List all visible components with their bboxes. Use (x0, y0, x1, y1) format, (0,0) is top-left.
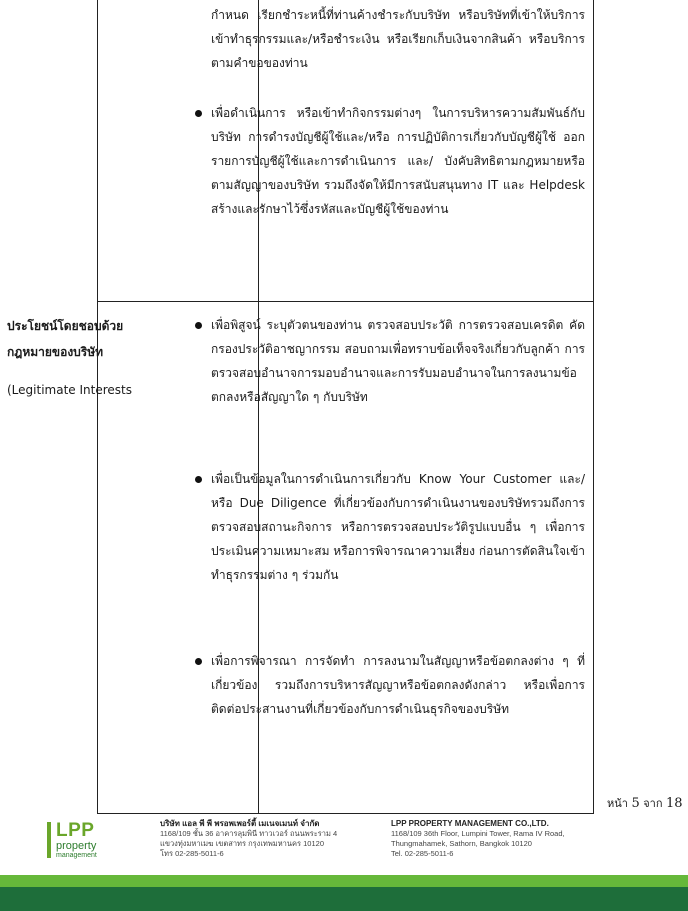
row-divider (98, 301, 593, 302)
footer-band-dark (0, 887, 688, 911)
list-item (211, 101, 585, 221)
continuation-text: กำหนด เรียกชำระหนี้ที่ท่านค้างชำระกับบริษัท หรือบริษัทที่เข้าให้บริการ เข้าทำธุรกรรมและ/หรือชำระเงิน หรือเรียกเก็บเงินจากสินค้า หรือบริการตามคำขอของท่าน (211, 8, 585, 70)
bullet-icon (195, 110, 202, 117)
logo-bar (47, 822, 51, 858)
address-line: 1168/109 ชั้น 36 อาคารลุมพินี ทาวเวอร์ ถนนพระราม 4 (160, 829, 338, 838)
company-name-thai: บริษัท แอล พี พี พรอพเพอร์ตี้ เมเนจเมนท์ จำกัด (160, 819, 320, 828)
list-item (195, 649, 585, 721)
list-item-text: เพื่อดำเนินการ หรือเข้าทำกิจกรรมต่างๆ ในการบริหารความสัมพันธ์กับบริษัท การดำรงบัญชีผู้ใช้และ/หรือ การปฏิบัติการเกี่ยวกับบัญชีผู้ใช้ ออกรายการบัญชีผู้ใช้และการดำเนินการ และ/ บังคับสิทธิตามกฎหมายหรือตามสัญญาของบริษัท รวมถึงจัดให้มีการสนับสนุนทาง IT และ Helpdesk สร้างและรักษาไว้ซึ่งรหัสและบัญชีผู้ใช้ของท่าน (211, 106, 585, 216)
page-number-prefix: หน้า (607, 797, 628, 810)
list-item (195, 313, 585, 409)
page-number-current: 5 (631, 796, 640, 811)
footer-band-light (0, 875, 688, 887)
phone-line: Tel. 02-285-5011-6 (391, 849, 454, 858)
list-item (195, 467, 585, 587)
bullet-icon (195, 476, 202, 483)
company-logo (47, 820, 117, 862)
list-item-text: เพื่อพิสูจน์ ระบุตัวตนของท่าน ตรวจสอบประวัติ การตรวจสอบเครดิต คัดกรองประวัติอาชญากรรม สอบถามเพื่อทราบข้อเท็จจริงเกี่ยวกับลูกค้า การตรวจสอบอำนาจการมอบอำนาจและการรับมอบอำนาจในการลงนามข้อตกลงหรือสัญญาใด ๆ กับบริษัท (211, 318, 585, 404)
page-number-sep: จาก (643, 797, 663, 810)
logo-text-management: management (56, 852, 97, 859)
list-item-text: เพื่อการพิจารณา การจัดทำ การลงนามในสัญญาหรือข้อตกลงต่าง ๆ ที่เกี่ยวข้อง รวมถึงการบริหารสัญญาหรือข้อตกลงดังกล่าว หรือเพื่อการติดต่อประสานงานที่เกี่ยวข้องกับการดำเนินธุรกิจของบริษัท (211, 654, 585, 716)
page-number (607, 794, 683, 812)
footer-address-thai (160, 819, 380, 859)
footer-address-english (391, 819, 621, 859)
address-line: 1168/109 36th Floor, Lumpini Tower, Rama IV Road, (391, 829, 565, 838)
company-name-english: LPP PROPERTY MANAGEMENT CO.,LTD. (391, 819, 549, 828)
logo-text-property: property (56, 840, 97, 852)
lawful-basis-cell (7, 313, 157, 403)
lawful-basis-title-line2: กฎหมายของบริษัท (7, 345, 104, 359)
lawful-basis-english: (Legitimate Interests (7, 383, 132, 397)
bullet-icon (195, 658, 202, 665)
address-line: Thungmahamek, Sathorn, Bangkok 10120 (391, 839, 532, 848)
page-number-total: 18 (666, 796, 683, 811)
logo-text-lpp: LPP (56, 820, 95, 841)
address-line: แขวงทุ่งมหาเมฆ เขตสาทร กรุงเทพมหานคร 10120 (160, 839, 324, 848)
list-item-text: เพื่อเป็นข้อมูลในการดำเนินการเกี่ยวกับ Know Your Customer และ/หรือ Due Diligence ที่เกี่ยวข้องกับการดำเนินงานของบริษัทรวมถึงการตรวจสอบสถานะกิจการ หรือการตรวจสอบประวัติรูปแบบอื่น ๆ เพื่อการประเมินความเหมาะสม หรือการพิจารณาความเสี่ยง ก่อนการตัดสินใจเข้าทำธุรกรรมต่าง ๆ ร่วมกัน (211, 472, 586, 582)
bullet-icon (195, 322, 202, 329)
phone-line: โทร 02-285-5011-6 (160, 849, 224, 858)
lawful-basis-title-line1: ประโยชน์โดยชอบด้วย (7, 319, 124, 333)
